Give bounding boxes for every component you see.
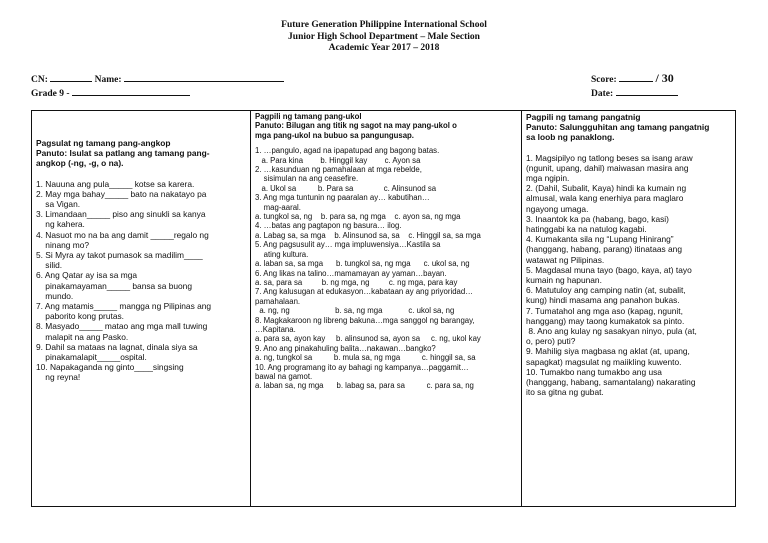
question-line: 6. Ang Qatar ay isa sa mga bbox=[36, 270, 138, 281]
section-instruction: mga pang-ukol na bubuo sa pangungusap. bbox=[255, 130, 414, 140]
question-line: mag-aaral. bbox=[255, 202, 301, 212]
section-title: Pagpili ng tamang pangatnig bbox=[526, 112, 641, 122]
question-line: sapagkat) magsulat ng maiikling kuwento. bbox=[526, 356, 682, 367]
document-header bbox=[0, 20, 768, 55]
question-line: o, pero) puti? bbox=[526, 336, 576, 347]
question-line: 4. Nasuot mo na ba ang damit _____regalo ng bbox=[36, 229, 209, 240]
question-line: a. para sa, ayon kay b. alinsunod sa, ayon sa c. ng, ukol kay bbox=[255, 334, 481, 344]
name-label: Name: bbox=[94, 75, 122, 85]
date-blank[interactable] bbox=[616, 86, 678, 96]
question-line: malapit na ang Pasko. bbox=[36, 331, 129, 342]
question-line: silid. bbox=[36, 260, 63, 271]
question-line: 9. Dahil sa mataas na lagnat, dinala siya sa bbox=[36, 341, 198, 352]
question-line: 9. Mahilig siya magbasa ng aklat (at, upang, bbox=[526, 346, 690, 357]
question-line: 7. Tumatahol ang mga aso (kapag, ngunit, bbox=[526, 305, 683, 316]
question-line: bawal na gamot. bbox=[255, 371, 313, 381]
section-instruction: Panuto: Bilugan ang titik ng sagot na may pang-ukol o bbox=[255, 121, 457, 131]
question-line: 6. Matutuloy ang camping natin (at, subalit, bbox=[526, 285, 686, 296]
section-title: Pagpili ng tamang pang-ukol bbox=[255, 112, 362, 121]
grade-label: Grade 9 - bbox=[31, 89, 70, 99]
score-blank[interactable] bbox=[619, 72, 653, 82]
question-line: 10. Tumakbo nang tumakbo ang usa bbox=[526, 366, 662, 377]
question-line: watawat ng Pilipinas. bbox=[526, 254, 605, 265]
school-name: Future Generation Philippine International School bbox=[281, 20, 487, 30]
section-instruction: Panuto: Salungguhitan ang tamang pangatnig bbox=[526, 122, 710, 133]
question-line: a. laban sa, ng mga b. labag sa, para sa c. para sa, ng bbox=[255, 381, 474, 391]
cn-blank[interactable] bbox=[50, 72, 92, 82]
question-line: 10. Napakaganda ng ginto____singsing bbox=[36, 362, 184, 373]
question-line: a. laban sa, sa mga b. tungkol sa, ng mga c. ukol sa, ng bbox=[255, 259, 470, 269]
question-line: 3. Limandaan_____ piso ang sinukli sa kanya bbox=[36, 209, 206, 220]
question-line: ngayong umaga. bbox=[526, 203, 589, 214]
question-line: 10. Ang programang ito ay bahagi ng kampanya…paggamit… bbox=[255, 362, 469, 372]
question-list bbox=[526, 153, 732, 398]
question-line: a. Para kina b. Hinggil kay c. Ayon sa bbox=[255, 155, 421, 165]
question-line: mga ngipin. bbox=[526, 173, 570, 184]
question-line: ng kahera. bbox=[36, 219, 85, 230]
section-title: Pagsulat ng tamang pang-angkop bbox=[36, 138, 171, 148]
question-list bbox=[255, 146, 518, 391]
question-line: 1. …pangulo, agad na ipapatupad ang bagong batas. bbox=[255, 146, 440, 156]
question-line: sisimulan na ang ceasefire. bbox=[255, 174, 359, 184]
score-row bbox=[591, 71, 674, 86]
question-line: ating kultura. bbox=[255, 249, 309, 259]
question-line: mundo. bbox=[36, 290, 74, 301]
section-instruction: Panuto: Isulat sa patlang ang tamang pang- bbox=[36, 148, 210, 159]
question-line: 6. Ang likas na talino…mamamayan ay yaman…bayan. bbox=[255, 268, 447, 278]
question-line: ng reyna! bbox=[36, 372, 81, 383]
section-instruction: sa loob ng panaklong. bbox=[526, 132, 615, 143]
question-line: 8. Ano ang kulay ng sasakyan ninyo, pula (at, bbox=[526, 326, 697, 337]
question-line: 1. Magsipilyo ng tatlong beses sa isang araw bbox=[526, 152, 693, 163]
question-line: a. sa, para sa b. ng mga, ng c. ng mga, para kay bbox=[255, 277, 458, 287]
date-label: Date: bbox=[591, 89, 614, 99]
question-line: 5. Si Myra ay takot pumasok sa madilim____ bbox=[36, 250, 203, 261]
question-line: sa Vigan. bbox=[36, 199, 81, 210]
question-line: a. ng, ng b. sa, ng mga c. ukol sa, ng bbox=[255, 306, 455, 316]
question-line: 7. Ang kalusugan at edukasyon…kabataan ay ang priyoridad… bbox=[255, 287, 474, 297]
question-line: a. Labag sa, sa mga b. Alinsunod sa, sa c. Hinggil sa, sa mga bbox=[255, 230, 481, 240]
cn-name-row bbox=[31, 72, 284, 85]
question-line: 8. Masyado_____ matao ang mga mall tuwing bbox=[36, 321, 208, 332]
question-line: a. ng, tungkol sa b. mula sa, ng mga c. hinggil sa, sa bbox=[255, 353, 476, 363]
question-line: a. Ukol sa b. Para sa c. Alinsunod sa bbox=[255, 183, 437, 193]
question-line: ninang mo? bbox=[36, 239, 90, 250]
score-label: Score: bbox=[591, 75, 617, 85]
question-line: 4. Kumakanta sila ng “Lupang Hinirang” bbox=[526, 234, 674, 245]
question-line: 1. Nauuna ang pula_____ kotse sa karera. bbox=[36, 178, 195, 189]
department-name: Junior High School Department – Male Section bbox=[288, 31, 480, 42]
question-line: 3. Inaantok ka pa (habang, bago, kasi) bbox=[526, 213, 669, 224]
question-line: pamahalaan. bbox=[255, 296, 301, 306]
section-instruction: angkop (-ng, -g, o na). bbox=[36, 158, 124, 169]
question-list bbox=[36, 179, 247, 383]
question-line: …Kapitana. bbox=[255, 324, 296, 334]
question-line: kung) hindi masama ang panahon bukas. bbox=[526, 295, 680, 306]
question-line: (hanggang, habang, parang) itinataas ang bbox=[526, 244, 682, 255]
question-line: pinakamayaman_____ bansa sa buong bbox=[36, 280, 192, 291]
cn-label: CN: bbox=[31, 75, 48, 85]
question-line: 8. Magkakaroon ng libreng bakuna…mga sanggol ng barangay, bbox=[255, 315, 475, 325]
question-line: (ngunit, upang, dahil) maiwasan masira ang bbox=[526, 162, 689, 173]
question-line: 2. May mga bahay_____ bato na nakatayo pa bbox=[36, 188, 207, 199]
question-line: 7. Ang matamis_____ mangga ng Pilipinas ang bbox=[36, 301, 212, 312]
question-line: 4. …batas ang pagtapon ng basura… ilog. bbox=[255, 221, 402, 231]
section-pang-ukol bbox=[251, 111, 522, 506]
question-line: almusal, wala kang enerhiya para maglaro bbox=[526, 193, 684, 204]
question-line: 3. Ang mga tuntunin ng paaralan ay… kabutihan… bbox=[255, 193, 430, 203]
grade-row bbox=[31, 86, 190, 99]
grade-blank[interactable] bbox=[72, 86, 190, 96]
question-line: kumain ng hapunan. bbox=[526, 275, 602, 286]
name-blank[interactable] bbox=[124, 72, 284, 82]
score-total: / 30 bbox=[655, 71, 674, 85]
question-line: 5. Magdasal muna tayo (bago, kaya, at) tayo bbox=[526, 264, 692, 275]
question-line: 9. Ano ang pinakahuling balita…nakawan…bangko? bbox=[255, 343, 436, 353]
date-row bbox=[591, 86, 678, 99]
question-line: paborito kong prutas. bbox=[36, 311, 124, 322]
question-line: pinakamalapit_____ospital. bbox=[36, 352, 147, 363]
academic-year: Academic Year 2017 – 2018 bbox=[328, 43, 440, 53]
question-line: hanggang) may taong kumakatok sa pinto. bbox=[526, 315, 685, 326]
question-line: 2. (Dahil, Subalit, Kaya) hindi ka kumain ng bbox=[526, 183, 687, 194]
question-line: 2. …kasunduan ng pamahalaan at mga rebelde, bbox=[255, 165, 422, 175]
exam-table bbox=[31, 110, 736, 507]
section-pangatnig bbox=[522, 111, 735, 506]
question-line: ito sa gitna ng gubat. bbox=[526, 387, 604, 398]
question-line: (hanggang, habang, samantalang) nakarating bbox=[526, 377, 696, 388]
question-line: hatinggabi ka na natulog kagabi. bbox=[526, 224, 647, 235]
section-pang-angkop bbox=[32, 111, 251, 506]
question-line: 5. Ang pagsusulit ay… mga impluwensiya…Kastila sa bbox=[255, 240, 441, 250]
question-line: a. tungkol sa, ng b. para sa, ng mga c. ayon sa, ng mga bbox=[255, 212, 461, 222]
